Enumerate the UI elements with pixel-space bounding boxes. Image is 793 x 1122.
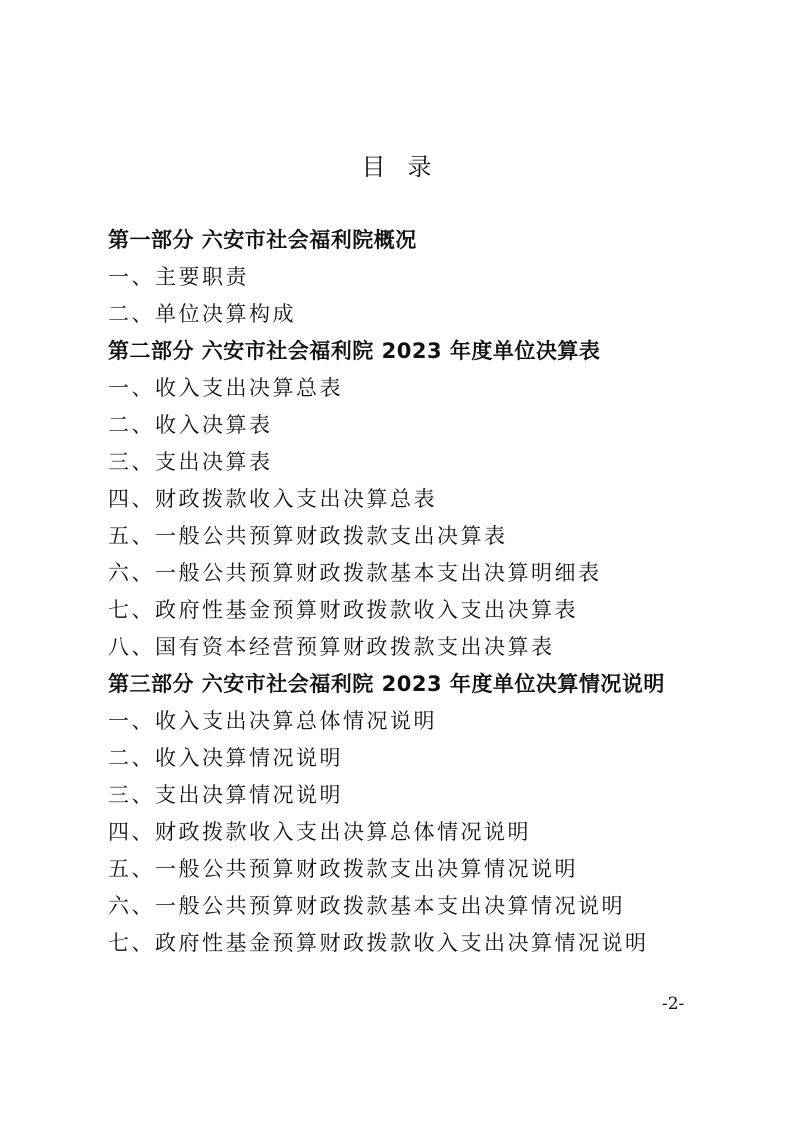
toc-part-2[interactable]: 第二部分 六安市社会福利院 2023 年度单位决算表	[108, 339, 601, 363]
toc-item[interactable]: 六、一般公共预算财政拨款基本支出决算情况说明	[108, 894, 625, 918]
toc-item[interactable]: 五、一般公共预算财政拨款支出决算表	[108, 524, 508, 548]
toc-item[interactable]: 三、支出决算表	[108, 450, 273, 474]
toc-item[interactable]: 二、单位决算构成	[108, 302, 296, 326]
toc-item[interactable]: 一、主要职责	[108, 265, 249, 289]
toc-item[interactable]: 四、财政拨款收入支出决算总表	[108, 487, 437, 511]
toc-item[interactable]: 一、收入支出决算总表	[108, 376, 343, 400]
toc-item[interactable]: 七、政府性基金预算财政拨款收入支出决算表	[108, 598, 578, 622]
toc-part-3[interactable]: 第三部分 六安市社会福利院 2023 年度单位决算情况说明	[108, 672, 665, 696]
toc-item[interactable]: 二、收入决算情况说明	[108, 746, 343, 770]
toc-item[interactable]: 八、国有资本经营预算财政拨款支出决算表	[108, 635, 555, 659]
toc-item[interactable]: 三、支出决算情况说明	[108, 783, 343, 807]
page-title: 目录	[361, 153, 454, 181]
toc-part-1[interactable]: 第一部分 六安市社会福利院概况	[108, 228, 417, 252]
toc-item[interactable]: 七、政府性基金预算财政拨款收入支出决算情况说明	[108, 931, 649, 955]
toc-item[interactable]: 四、财政拨款收入支出决算总体情况说明	[108, 820, 531, 844]
toc-item[interactable]: 一、收入支出决算总体情况说明	[108, 709, 437, 733]
toc-item[interactable]: 六、一般公共预算财政拨款基本支出决算明细表	[108, 561, 602, 585]
toc-item[interactable]: 二、收入决算表	[108, 413, 273, 437]
toc-item[interactable]: 五、一般公共预算财政拨款支出决算情况说明	[108, 857, 578, 881]
page-number: -2-	[662, 994, 685, 1014]
table-of-contents	[108, 222, 708, 962]
